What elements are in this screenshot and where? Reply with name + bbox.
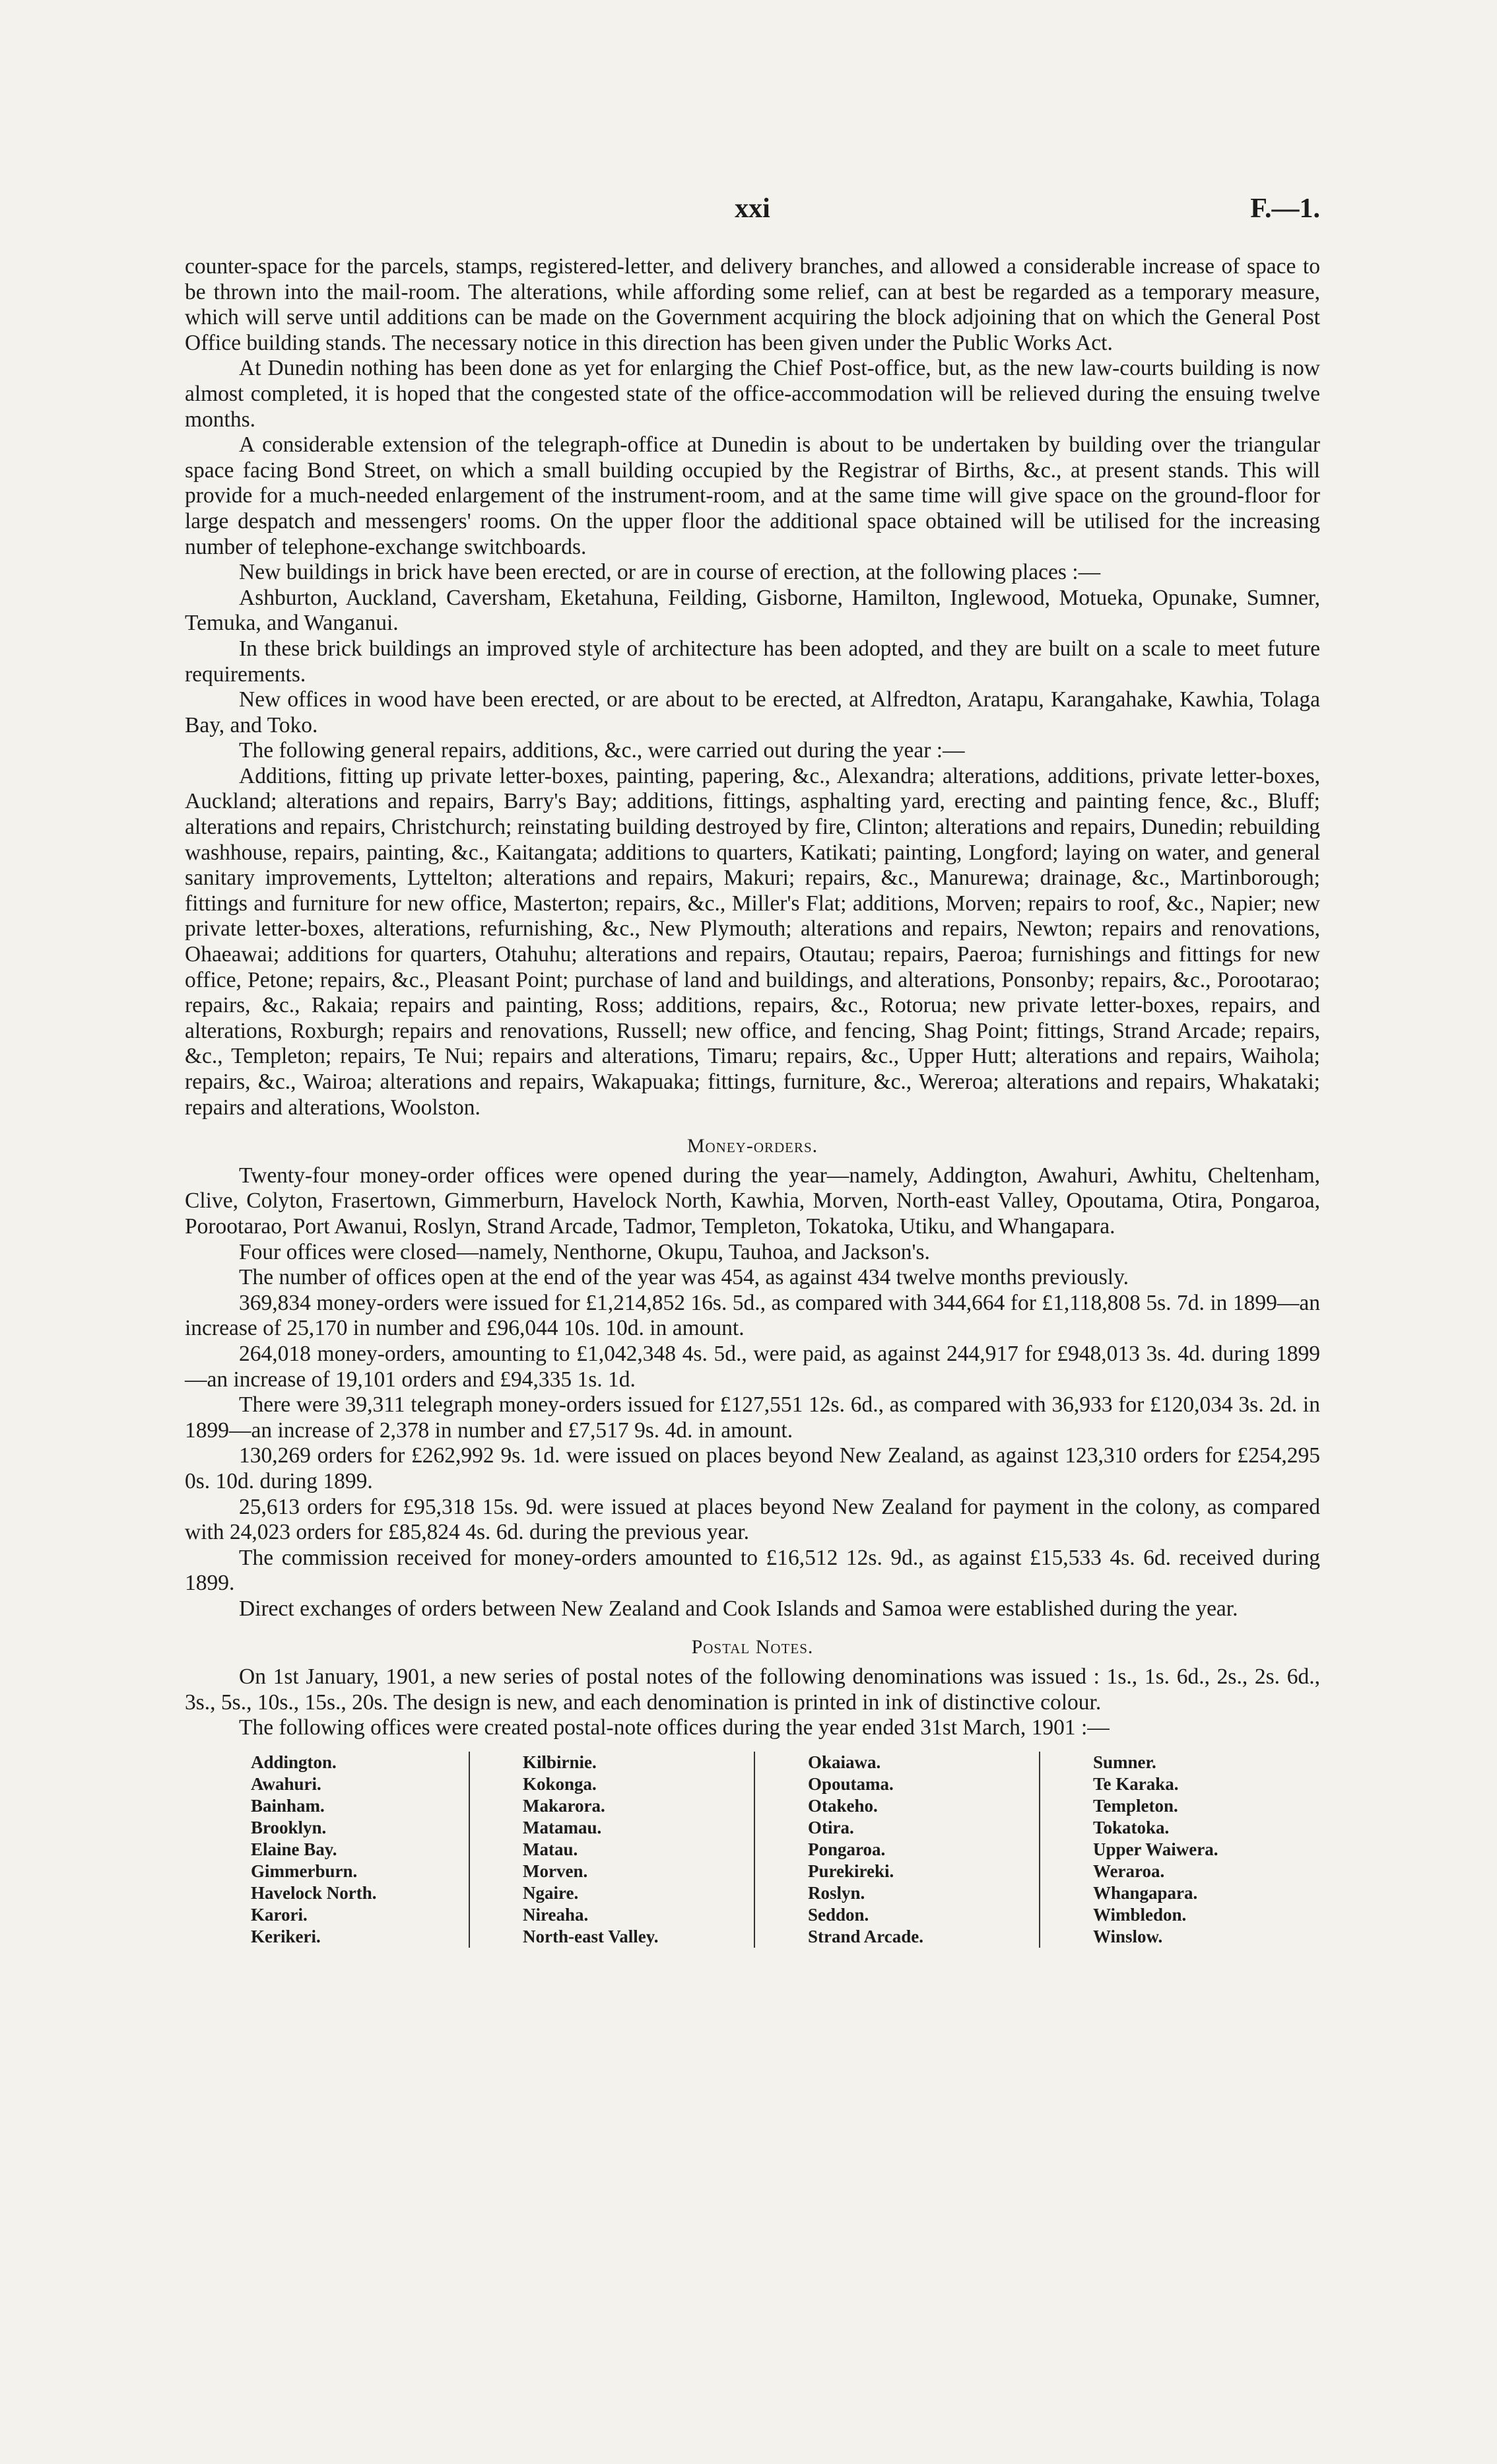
offices-column-3 (755, 1752, 1040, 1948)
office-name: Matamau. (523, 1817, 602, 1837)
postal-notes-heading (185, 1635, 1320, 1660)
paragraph: There were 39,311 telegraph money-orders issued for £127,551 12s. 6d., as compared with 36,933 for £120,034 3s. 2d. in 1899—an increase of 2,378 in number and £7,517 9s. 4d. in amount. (185, 1392, 1320, 1443)
paragraph: counter-space for the parcels, stamps, registered-letter, and delivery branches, and allowed a considerable increase of space to be thrown into the mail-room. The alterations, while affording some relief, can at best be regarded as a temporary measure, which will serve until additions can be made on the Government acquiring the block adjoining that on which the General Post Office building stands. The necessary notice in this direction has been given under the Public Works Act. (185, 254, 1320, 355)
office-name: Whangapara. (1093, 1882, 1198, 1903)
office-name: Tokatoka. (1093, 1817, 1170, 1837)
office-name: Morven. (523, 1861, 588, 1881)
postal-notes-section (185, 1664, 1320, 1741)
office-name: Otira. (808, 1817, 854, 1837)
office-name: Nireaha. (523, 1904, 589, 1925)
paragraph: On 1st January, 1901, a new series of postal notes of the following denominations was issued : 1s., 1s. 6d., 2s., 2s. 6d., 3s., 5s., 10s., 15s., 20s. The design is new, and each denomination is printed in ink of distinctive colour. (185, 1664, 1320, 1715)
paragraph: A considerable extension of the telegraph-office at Dunedin is about to be undertaken by building over the triangular space facing Bond Street, on which a small building occupied by the Registrar of Births, &c., at present stands. This will provide for a much-needed enlargement of the instrument-room, and at the same time will give space on the ground-floor for large despatch and messengers' rooms. On the upper floor the additional space obtained will be utilised for the increasing number of telephone-exchange switchboards. (185, 432, 1320, 559)
offices-column-1 (185, 1752, 470, 1948)
office-name: Upper Waiwera. (1093, 1839, 1218, 1859)
paragraph: 369,834 money-orders were issued for £1,214,852 16s. 5d., as compared with 344,664 for £1,118,808 5s. 7d. in 1899—an increase of 25,170 in number and £96,044 10s. 10d. in amount. (185, 1290, 1320, 1341)
paragraph: In these brick buildings an improved style of architecture has been adopted, and they are built on a scale to meet future requirements. (185, 636, 1320, 687)
office-name: Matau. (523, 1839, 578, 1859)
paragraph: 25,613 orders for £95,318 15s. 9d. were issued at places beyond New Zealand for payment in the colony, as compared with 24,023 orders for £85,824 4s. 6d. during the previous year. (185, 1494, 1320, 1545)
paragraph: At Dunedin nothing has been done as yet for enlarging the Chief Post-office, but, as the new law-courts building is now almost completed, it is hoped that the congested state of the office-accommodation will be relieved during the ensuing twelve months. (185, 356, 1320, 432)
office-name: Awahuri. (251, 1773, 321, 1794)
office-name: Kokonga. (523, 1773, 597, 1794)
office-name: Sumner. (1093, 1752, 1156, 1772)
paragraph: The number of offices open at the end of the year was 454, as against 434 twelve months previously. (239, 1265, 1129, 1290)
money-orders-section (185, 1163, 1320, 1622)
office-name: Te Karaka. (1093, 1773, 1179, 1794)
office-name: North-east Valley. (523, 1926, 659, 1946)
office-name: Otakeho. (808, 1795, 878, 1816)
offices-column-2 (470, 1752, 755, 1948)
office-name: Elaine Bay. (251, 1839, 337, 1859)
office-name: Purekireki. (808, 1861, 894, 1881)
postal-note-offices-table (185, 1752, 1320, 1948)
office-name: Okaiawa. (808, 1752, 881, 1772)
office-name: Roslyn. (808, 1882, 865, 1903)
office-name: Karori. (251, 1904, 308, 1925)
paragraph: New buildings in brick have been erected, or are in course of erection, at the following places :— (239, 560, 1101, 585)
page-body (185, 254, 1320, 1948)
office-name: Havelock North. (251, 1882, 377, 1903)
page-number: xxi (735, 193, 770, 224)
paragraph: Direct exchanges of orders between New Zealand and Cook Islands and Samoa were established during the year. (239, 1596, 1238, 1621)
paragraph: The commission received for money-orders amounted to £16,512 12s. 9d., as against £15,533 4s. 6d. received during 1899. (185, 1545, 1320, 1596)
paragraph: New offices in wood have been erected, or are about to be erected, at Alfredton, Aratapu, Karangahake, Kawhia, Tolaga Bay, and Toko. (185, 687, 1320, 737)
office-name: Wimbledon. (1093, 1904, 1187, 1925)
paragraph: The following offices were created postal-note offices during the year ended 31st March, 1901 :— (239, 1715, 1110, 1740)
office-name: Templeton. (1093, 1795, 1178, 1816)
page-header (185, 193, 1320, 232)
office-name: Addington. (251, 1752, 337, 1772)
office-name: Ngaire. (523, 1882, 579, 1903)
office-name: Pongaroa. (808, 1839, 886, 1859)
office-name: Kilbirnie. (523, 1752, 597, 1772)
offices-column-4 (1040, 1752, 1218, 1948)
document-code: F.—1. (1250, 193, 1320, 224)
paragraph: Twenty-four money-order offices were opened during the year—namely, Addington, Awahuri, Awhitu, Cheltenham, Clive, Colyton, Frasertown, Gimmerburn, Havelock North, Kawhia, Morven, North-east Valley, Opoutama, Otira, Pongaroa, Porootarao, Port Awanui, Roslyn, Strand Arcade, Tadmor, Templeton, Tokatoka, Utiku, and Whangapara. (185, 1163, 1320, 1239)
paragraph: Ashburton, Auckland, Caversham, Eketahuna, Feilding, Gisborne, Hamilton, Inglewood, Motueka, Opunake, Sumner, Temuka, and Wanganui. (185, 585, 1320, 636)
buildings-section (185, 254, 1320, 1120)
money-orders-heading (185, 1134, 1320, 1159)
paragraph: 130,269 orders for £262,992 9s. 1d. were issued on places beyond New Zealand, as against 123,310 orders for £254,295 0s. 10d. during 1899. (185, 1443, 1320, 1493)
paragraph: 264,018 money-orders, amounting to £1,042,348 4s. 5d., were paid, as against 244,917 for £948,013 3s. 4d. during 1899—an increase of 19,101 orders and £94,335 1s. 1d. (185, 1341, 1320, 1392)
money-orders-heading-text: Money-orders. (686, 1135, 818, 1157)
paragraph: Additions, fitting up private letter-boxes, painting, papering, &c., Alexandra; alterations, additions, private letter-boxes, Auckland; alterations and repairs, Barry's Bay; additions, fittings, asphalting yard, erecting and painting fence, &c., Bluff; alterations and repairs, Christchurch; reinstating building destroyed by fire, Clinton; alterations and repairs, Dunedin; rebuilding washhouse, repairs, painting, &c., Kaitangata; additions to quarters, Katikati; painting, Longford; laying on water, and general sanitary improvements, Lyttelton; alterations and repairs, Makuri; repairs, &c., Manurewa; drainage, &c., Martinborough; fittings and furniture for new office, Masterton; repairs, &c., Miller's Flat; additions, Morven; repairs to roof, &c., Napier; new private letter-boxes, alterations, refurnishing, &c., New Plymouth; alterations and repairs, Newton; repairs and renovations, Ohaeawai; additions for quarters, Otahuhu; alterations and repairs, Otautau; repairs, Paeroa; furnishings and fittings for new office, Petone; repairs, &c., Pleasant Point; purchase of land and buildings, and alterations, Ponsonby; repairs, &c., Porootarao; repairs, &c., Rakaia; repairs and painting, Ross; additions, repairs, &c., Rotorua; new private letter-boxes, repairs, and alterations, Roxburgh; repairs and renovations, Russell; new office, and fencing, Shag Point; fittings, Strand Arcade; repairs, &c., Templeton; repairs, Te Nui; repairs and alterations, Timaru; repairs, &c., Upper Hutt; alterations and repairs, Waihola; repairs, &c., Wairoa; alterations and repairs, Wakapuaka; fittings, furniture, &c., Wereroa; alterations and repairs, Whakataki; repairs and alterations, Woolston. (185, 763, 1320, 1120)
office-name: Makarora. (523, 1795, 605, 1816)
office-name: Kerikeri. (251, 1926, 321, 1946)
postal-notes-heading-text: Postal Notes. (691, 1636, 814, 1659)
office-name: Winslow. (1093, 1926, 1163, 1946)
office-name: Seddon. (808, 1904, 869, 1925)
office-name: Opoutama. (808, 1773, 894, 1794)
office-name: Weraroa. (1093, 1861, 1165, 1881)
paragraph: The following general repairs, additions, &c., were carried out during the year :— (239, 738, 965, 763)
office-name: Gimmerburn. (251, 1861, 358, 1881)
paragraph: Four offices were closed—namely, Nenthorne, Okupu, Tauhoa, and Jackson's. (239, 1239, 930, 1264)
office-name: Bainham. (251, 1795, 325, 1816)
office-name: Strand Arcade. (808, 1926, 924, 1946)
office-name: Brooklyn. (251, 1817, 327, 1837)
